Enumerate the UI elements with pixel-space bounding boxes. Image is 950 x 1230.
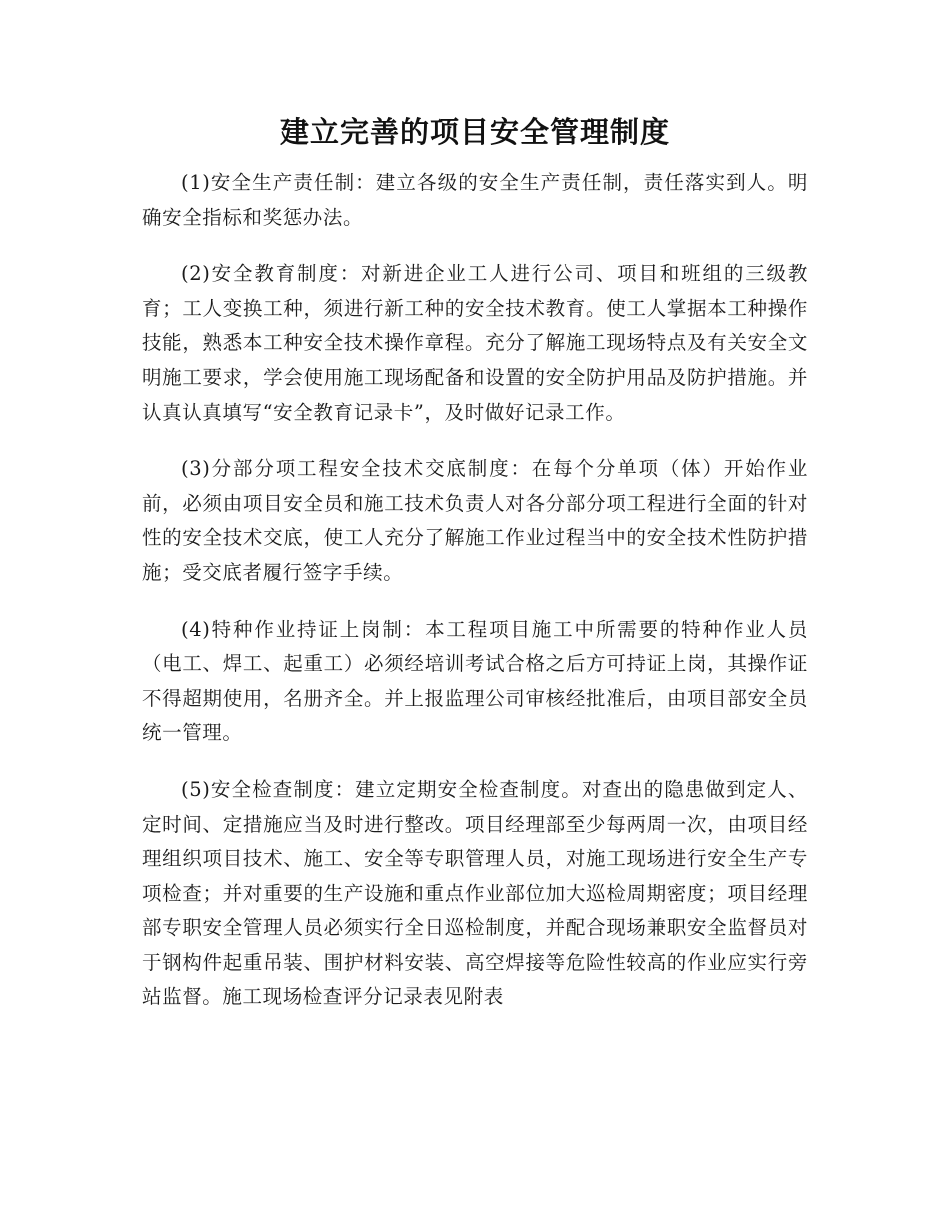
paragraph-safety-responsibility: (1)安全生产责任制：建立各级的安全生产责任制，责任落实到人。明确安全指标和奖惩办法。	[142, 171, 808, 229]
document-title: 建立完善的项目安全管理制度	[279, 115, 670, 149]
paragraph-safety-education: (2)安全教育制度：对新进企业工人进行公司、项目和班组的三级教育；工人变换工种，须进行新工种的安全技术教育。使工人掌据本工种操作技能，熟悉本工种安全技术操作章程。充分了解施工现场特点及有关安全文明施工要求，学会使用施工现场配备和设置的安全防护用品及防护措施。并认真认真填写“安全教育记录卡”，及时做好记录工作。	[142, 262, 808, 424]
document-body	[142, 166, 808, 1037]
paragraph-safety-inspection: (5)安全检查制度：建立定期安全检查制度。对查出的隐患做到定人、定时间、定措施应当及时进行整改。项目经理部至少每两周一次，由项目经理组织项目技术、施工、安全等专职管理人员，对施工现场进行安全生产专项检查；并对重要的生产设施和重点作业部位加大巡检周期密度；项目经理部专职安全管理人员必须实行全日巡检制度，并配合现场兼职安全监督员对于钢构件起重吊装、围护材料安装、高空焊接等危险性较高的作业应实行旁站监督。施工现场检查评分记录表见附表	[142, 777, 808, 1009]
paragraph-special-operations-certification: (4)特种作业持证上岗制：本工程项目施工中所需要的特种作业人员（电工、焊工、起重工）必须经培训考试合格之后方可持证上岗，其操作证不得超期使用，名册齐全。并上报监理公司审核经批准后，由项目部安全员统一管理。	[142, 617, 808, 745]
paragraph-technical-briefing: (3)分部分项工程安全技术交底制度：在每个分单项（体）开始作业前，必须由项目安全员和施工技术负责人对各分部分项工程进行全面的针对性的安全技术交底，使工人充分了解施工作业过程当中的安全技术性防护措施；受交底者履行签字手续。	[142, 457, 808, 584]
